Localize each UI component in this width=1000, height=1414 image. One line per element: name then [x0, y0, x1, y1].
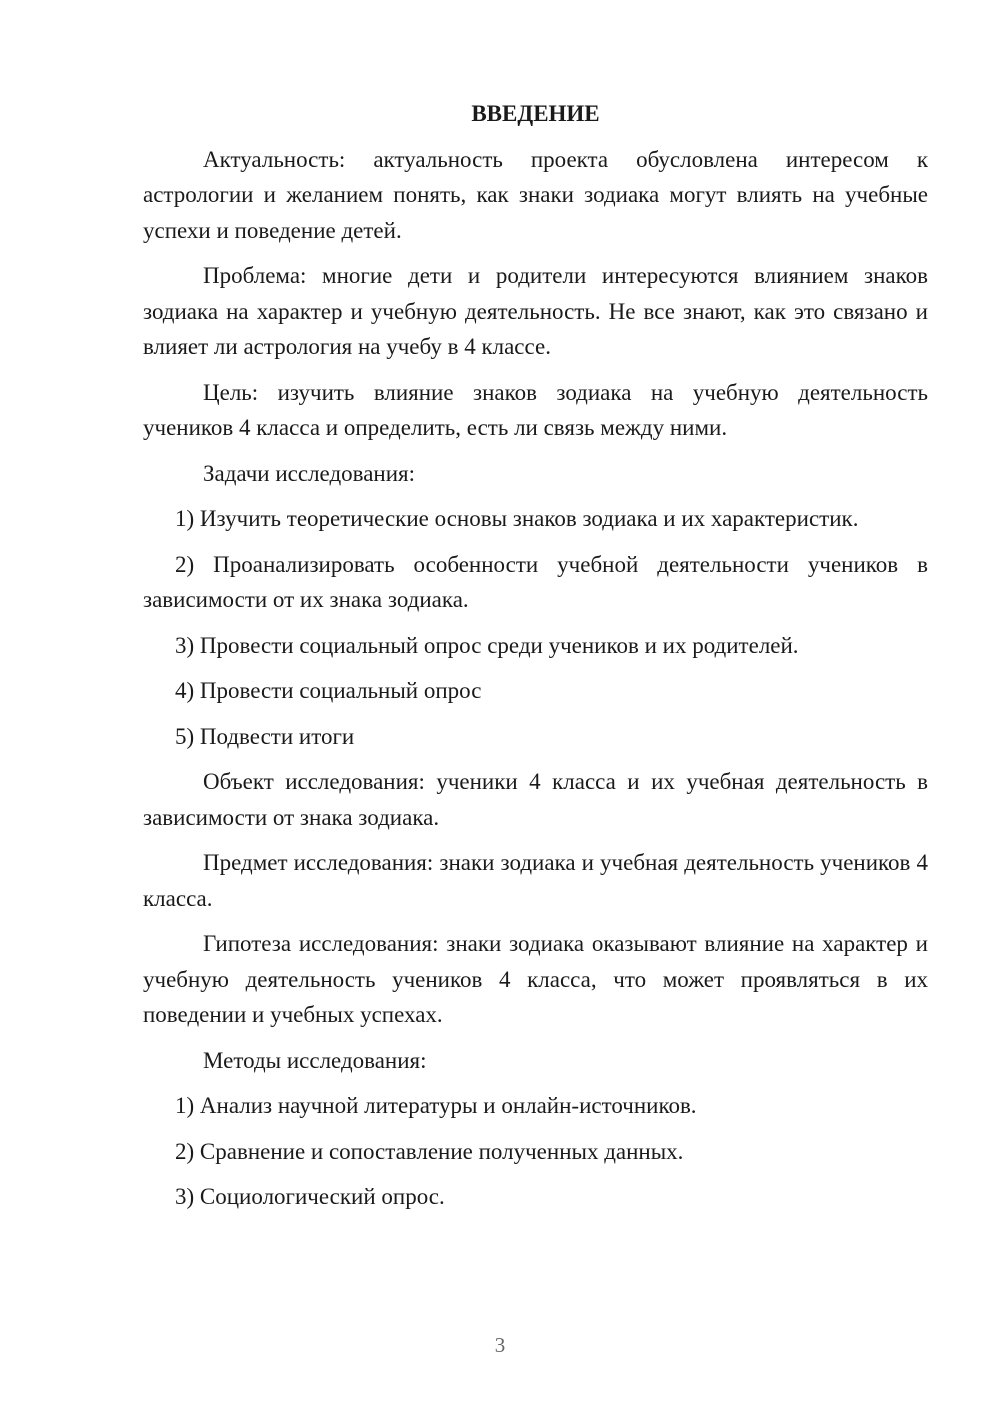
method-item-3: 3) Социологический опрос.	[175, 1184, 445, 1209]
task-item-5: 5) Подвести итоги	[175, 723, 355, 749]
task-item-2: 2) Проанализировать особенности учебной деятельности учеников в зависимости от их знака зодиака.	[143, 551, 928, 612]
problem-paragraph: Проблема: многие дети и родители интересуются влиянием знаков зодиака на характер и учебную деятельность. Не все знают, как это связано и влияет ли астрология на учебу в 4 классе.	[143, 263, 928, 359]
goal-paragraph: Цель: изучить влияние знаков зодиака на учебную деятельность учеников 4 класса и определить, есть ли связь между ними.	[143, 379, 928, 440]
section-title: ВВЕДЕНИЕ	[471, 101, 600, 126]
object-paragraph: Объект исследования: ученики 4 класса и их учебная деятельность в зависимости от знака зодиака.	[143, 769, 928, 830]
task-item-4: 4) Провести социальный опрос	[175, 678, 482, 703]
hypothesis-paragraph: Гипотеза исследования: знаки зодиака оказывают влияние на характер и учебную деятельность учеников 4 класса, что может проявляться в их поведении и учебных успехах.	[143, 931, 928, 1027]
page-number: 3	[494, 1333, 506, 1357]
document-body	[143, 96, 928, 1225]
method-item-2: 2) Сравнение и сопоставление полученных данных.	[175, 1138, 684, 1164]
relevance-paragraph: Актуальность: актуальность проекта обусловлена интересом к астрологии и желанием понять, как знаки зодиака могут влиять на учебные успехи и поведение детей.	[143, 146, 928, 243]
subject-paragraph: Предмет исследования: знаки зодиака и учебная деятельность учеников 4 класса.	[143, 850, 928, 911]
task-item-1: 1) Изучить теоретические основы знаков зодиака и их характеристик.	[175, 506, 859, 531]
methods-heading: Методы исследования:	[203, 1047, 427, 1073]
method-item-1: 1) Анализ научной литературы и онлайн-источников.	[175, 1093, 697, 1118]
tasks-heading: Задачи исследования:	[203, 460, 416, 486]
task-item-3: 3) Провести социальный опрос среди учеников и их родителей.	[175, 632, 799, 658]
